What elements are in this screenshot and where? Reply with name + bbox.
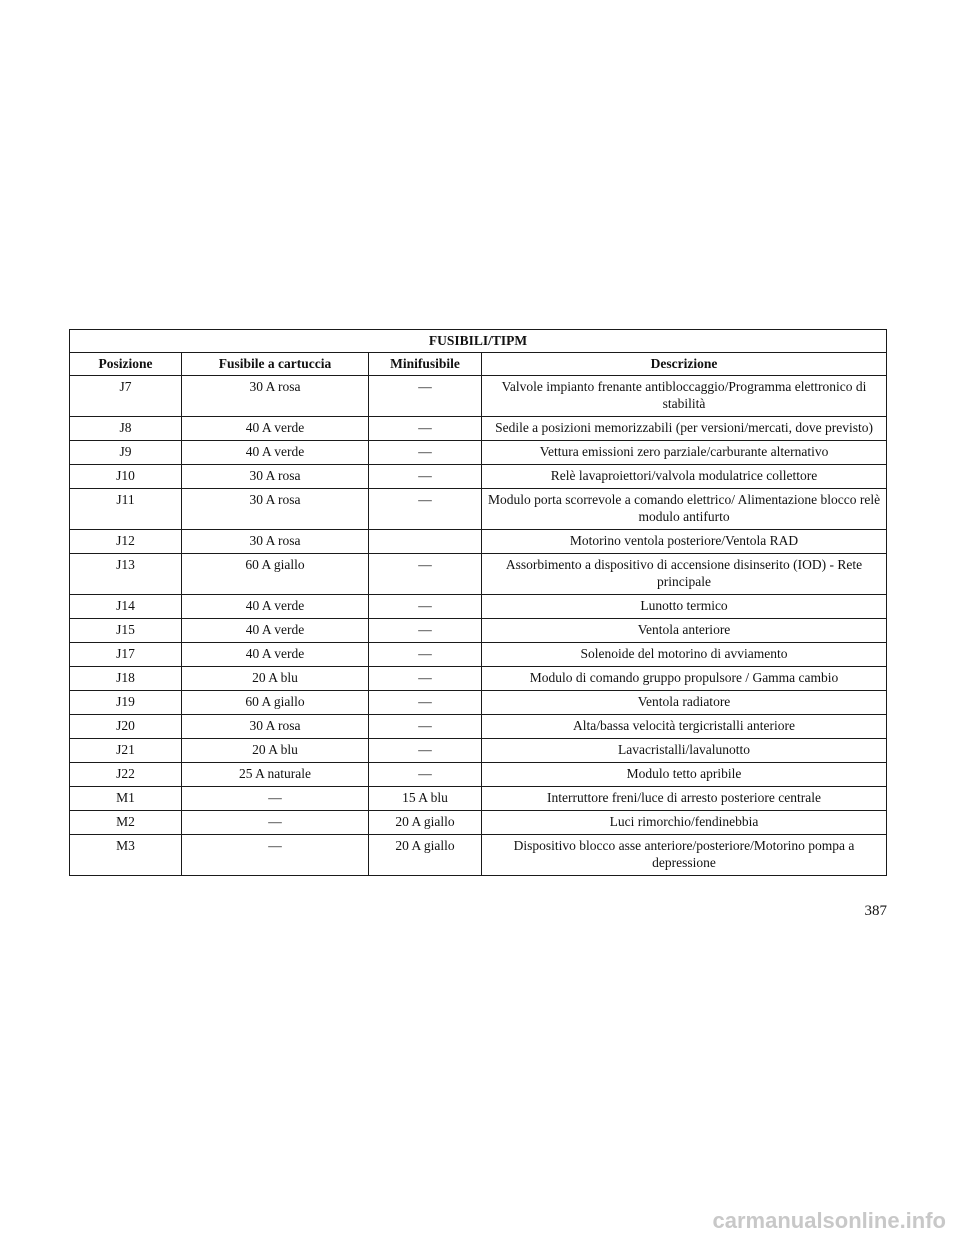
cell-position: J12 — [70, 530, 182, 554]
cell-description: Ventola anteriore — [482, 619, 887, 643]
cell-description: Solenoide del motorino di avviamento — [482, 643, 887, 667]
cell-position: J18 — [70, 667, 182, 691]
cell-description: Lunotto termico — [482, 595, 887, 619]
table-row — [70, 376, 887, 417]
cell-mini: — — [369, 595, 482, 619]
cell-description: Alta/bassa velocità tergicristalli anteriore — [482, 715, 887, 739]
cell-cartridge: 60 A giallo — [182, 691, 369, 715]
cell-description: Lavacristalli/lavalunotto — [482, 739, 887, 763]
cell-cartridge: 30 A rosa — [182, 715, 369, 739]
cell-mini: — — [369, 667, 482, 691]
cell-position: J8 — [70, 417, 182, 441]
cell-description: Modulo tetto apribile — [482, 763, 887, 787]
table-title-row — [70, 330, 887, 353]
cell-mini: — — [369, 465, 482, 489]
cell-mini: 15 A blu — [369, 787, 482, 811]
cell-mini: — — [369, 489, 482, 530]
cell-position: J10 — [70, 465, 182, 489]
cell-cartridge: — — [182, 787, 369, 811]
header-cartridge-fuse: Fusibile a cartuccia — [182, 353, 369, 376]
cell-description: Ventola radiatore — [482, 691, 887, 715]
cell-mini: — — [369, 763, 482, 787]
cell-position: J22 — [70, 763, 182, 787]
cell-mini: 20 A giallo — [369, 811, 482, 835]
table-row — [70, 489, 887, 530]
cell-cartridge: 30 A rosa — [182, 465, 369, 489]
cell-mini: — — [369, 691, 482, 715]
watermark-link[interactable]: carmanualsonline.info — [712, 1208, 946, 1233]
cell-mini: — — [369, 441, 482, 465]
cell-description: Vettura emissioni zero parziale/carburante alternativo — [482, 441, 887, 465]
table-row — [70, 554, 887, 595]
table-row — [70, 667, 887, 691]
cell-mini: — — [369, 554, 482, 595]
header-mini-fuse: Minifusibile — [369, 353, 482, 376]
table-row — [70, 619, 887, 643]
table-header-row — [70, 353, 887, 376]
cell-cartridge: 40 A verde — [182, 441, 369, 465]
table-row — [70, 530, 887, 554]
cell-description: Modulo porta scorrevole a comando elettrico/ Alimentazione blocco relè modulo antifurto — [482, 489, 887, 530]
cell-description: Luci rimorchio/fendinebbia — [482, 811, 887, 835]
table-row — [70, 715, 887, 739]
cell-description: Sedile a posizioni memorizzabili (per versioni/mercati, dove previsto) — [482, 417, 887, 441]
cell-position: J13 — [70, 554, 182, 595]
table-row — [70, 691, 887, 715]
cell-cartridge: 30 A rosa — [182, 530, 369, 554]
cell-position: J9 — [70, 441, 182, 465]
cell-description: Modulo di comando gruppo propulsore / Gamma cambio — [482, 667, 887, 691]
cell-position: J21 — [70, 739, 182, 763]
table-title: FUSIBILI/TIPM — [70, 330, 887, 353]
cell-position: M2 — [70, 811, 182, 835]
cell-position: J7 — [70, 376, 182, 417]
table-row — [70, 465, 887, 489]
cell-position: J20 — [70, 715, 182, 739]
cell-description: Assorbimento a dispositivo di accensione disinserito (IOD) - Rete principale — [482, 554, 887, 595]
cell-mini: — — [369, 619, 482, 643]
fuse-table — [69, 329, 887, 876]
cell-mini: 20 A giallo — [369, 835, 482, 876]
cell-cartridge: 30 A rosa — [182, 489, 369, 530]
table-row — [70, 739, 887, 763]
cell-cartridge: — — [182, 811, 369, 835]
cell-cartridge: 40 A verde — [182, 595, 369, 619]
header-position: Posizione — [70, 353, 182, 376]
cell-mini: — — [369, 739, 482, 763]
cell-description: Motorino ventola posteriore/Ventola RAD — [482, 530, 887, 554]
cell-description: Dispositivo blocco asse anteriore/posteriore/Motorino pompa a depressione — [482, 835, 887, 876]
cell-mini: — — [369, 376, 482, 417]
table-row — [70, 417, 887, 441]
cell-cartridge: 25 A naturale — [182, 763, 369, 787]
cell-cartridge: 40 A verde — [182, 643, 369, 667]
cell-description: Interruttore freni/luce di arresto posteriore centrale — [482, 787, 887, 811]
cell-cartridge: 20 A blu — [182, 667, 369, 691]
cell-position: J11 — [70, 489, 182, 530]
cell-cartridge: 60 A giallo — [182, 554, 369, 595]
cell-mini: — — [369, 715, 482, 739]
table-row — [70, 643, 887, 667]
table-row — [70, 811, 887, 835]
cell-cartridge: 30 A rosa — [182, 376, 369, 417]
cell-cartridge: 40 A verde — [182, 417, 369, 441]
table-row — [70, 595, 887, 619]
cell-position: M1 — [70, 787, 182, 811]
cell-description: Valvole impianto frenante antibloccaggio/Programma elettronico di stabilità — [482, 376, 887, 417]
cell-cartridge: — — [182, 835, 369, 876]
cell-description: Relè lavaproiettori/valvola modulatrice collettore — [482, 465, 887, 489]
cell-position: J19 — [70, 691, 182, 715]
cell-position: J15 — [70, 619, 182, 643]
table-row — [70, 835, 887, 876]
table-row — [70, 441, 887, 465]
cell-mini — [369, 530, 482, 554]
header-description: Descrizione — [482, 353, 887, 376]
table-row — [70, 787, 887, 811]
cell-cartridge: 20 A blu — [182, 739, 369, 763]
cell-mini: — — [369, 417, 482, 441]
cell-position: J14 — [70, 595, 182, 619]
cell-mini: — — [369, 643, 482, 667]
cell-cartridge: 40 A verde — [182, 619, 369, 643]
page-number: 387 — [864, 903, 887, 919]
cell-position: M3 — [70, 835, 182, 876]
cell-position: J17 — [70, 643, 182, 667]
table-row — [70, 763, 887, 787]
